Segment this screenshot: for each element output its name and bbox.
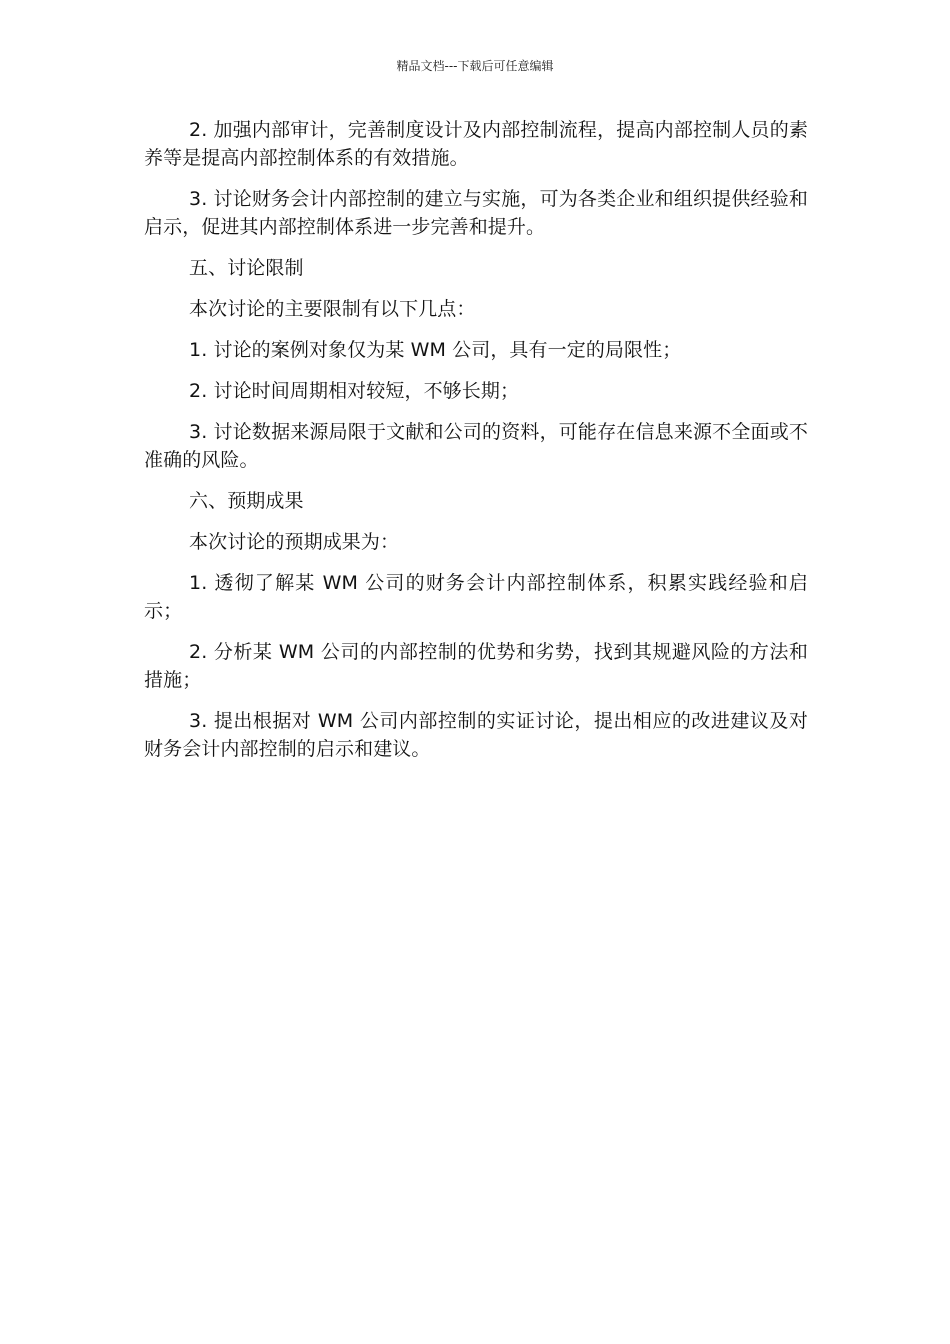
paragraph-measure-2: 2. 加强内部审计，完善制度设计及内部控制流程，提高内部控制人员的素养等是提高内部控制体系的有效措施。 <box>144 119 808 169</box>
paragraph-measure-3: 3. 讨论财务会计内部控制的建立与实施，可为各类企业和组织提供经验和启示，促进其内部控制体系进一步完善和提升。 <box>144 188 808 238</box>
document-body <box>144 116 808 776</box>
list-item-limitation-3: 3. 讨论数据来源局限于文献和公司的资料，可能存在信息来源不全面或不准确的风险。 <box>144 421 808 471</box>
section-heading-expected-results: 六、预期成果 <box>189 490 304 512</box>
list-item-result-2: 2. 分析某 WM 公司的内部控制的优势和劣势，找到其规避风险的方法和措施； <box>144 641 808 691</box>
list-item-limitation-2: 2. 讨论时间周期相对较短，不够长期； <box>189 380 520 402</box>
page-header: 精品文档---下载后可任意编辑 <box>396 59 554 73</box>
section-heading-limitations: 五、讨论限制 <box>189 257 304 279</box>
list-item-limitation-1: 1. 讨论的案例对象仅为某 WM 公司，具有一定的局限性； <box>189 339 682 361</box>
paragraph-results-intro: 本次讨论的预期成果为： <box>189 531 400 553</box>
list-item-result-1: 1. 透彻了解某 WM 公司的财务会计内部控制体系，积累实践经验和启示； <box>144 572 808 622</box>
paragraph-limitations-intro: 本次讨论的主要限制有以下几点： <box>189 298 476 320</box>
list-item-result-3: 3. 提出根据对 WM 公司内部控制的实证讨论，提出相应的改进建议及对财务会计内部控制的启示和建议。 <box>144 710 808 760</box>
